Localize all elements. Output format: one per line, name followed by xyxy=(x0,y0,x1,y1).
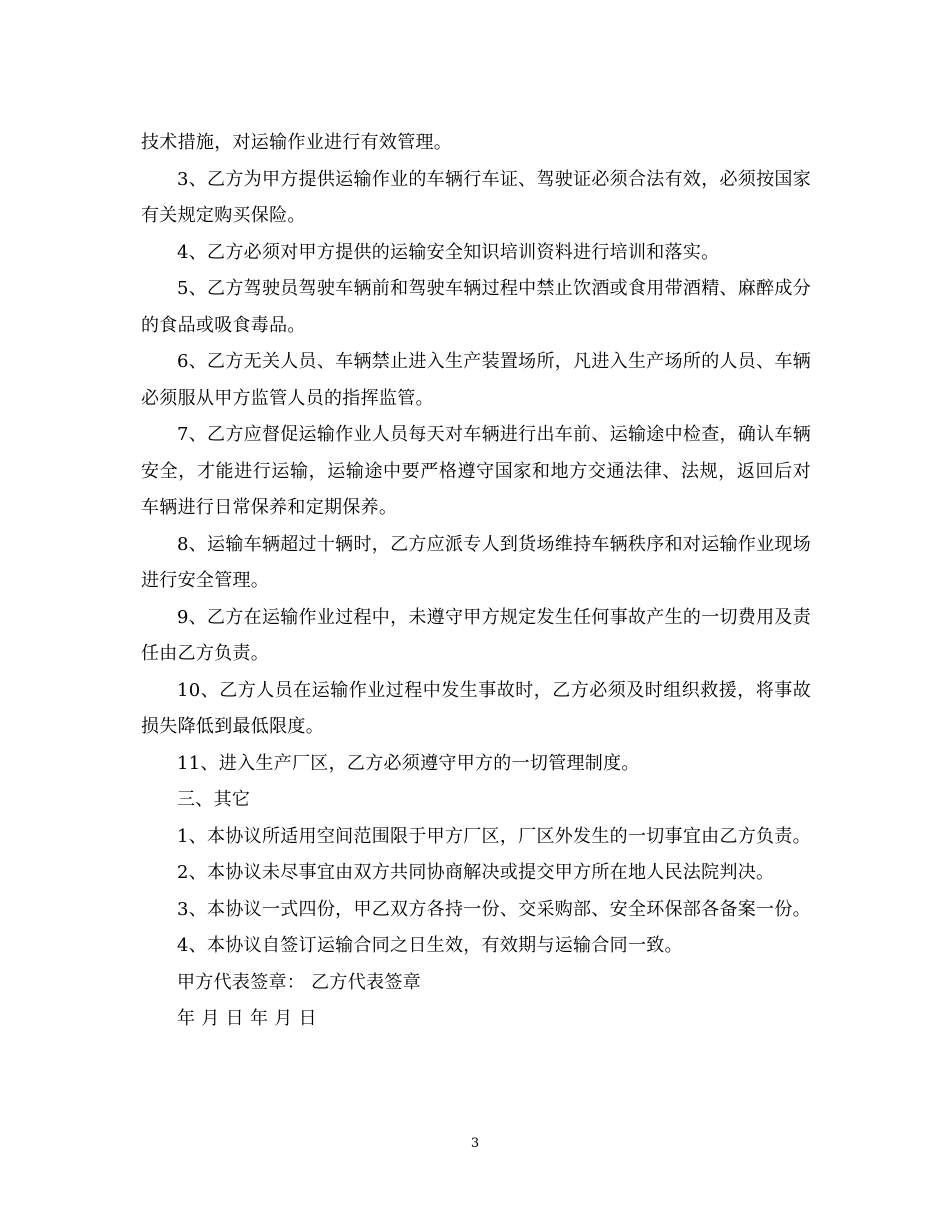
other-clause-1-scope: 1、本协议所适用空间范围限于甲方厂区，厂区外发生的一切事宜由乙方负责。 xyxy=(177,825,811,847)
clause-3-vehicle-documents: 3、乙方为甲方提供运输作业的车辆行车证、驾驶证必须合法有效，必须按国家有关规定购买保险。 xyxy=(141,168,811,226)
page-number: 3 xyxy=(470,1136,480,1151)
clause-9-liability: 9、乙方在运输作业过程中，未遵守甲方规定发生任何事故产生的一切费用及责任由乙方负责。 xyxy=(141,606,811,664)
signature-line: 甲方代表签章： 乙方代表签章 xyxy=(177,971,421,993)
paragraph-continuation: 技术措施，对运输作业进行有效管理。 xyxy=(141,132,453,153)
clause-4-safety-training: 4、乙方必须对甲方提供的运输安全知识培训资料进行培训和落实。 xyxy=(177,241,720,263)
clause-5-no-alcohol: 5、乙方驾驶员驾驶车辆前和驾驶车辆过程中禁止饮酒或食用带酒精、麻醉成分的食品或吸食毒品。 xyxy=(141,278,811,336)
clause-11-plant-rules: 11、进入生产厂区，乙方必须遵守甲方的一切管理制度。 xyxy=(177,752,640,774)
other-clause-3-copies: 3、本协议一式四份，甲乙双方各持一份、交采购部、安全环保部各备案一份。 xyxy=(177,898,811,920)
document-body xyxy=(141,125,811,1038)
other-clause-2-disputes: 2、本协议未尽事宜由双方共同协商解决或提交甲方所在地人民法院判决。 xyxy=(177,862,775,883)
clause-10-accident-rescue: 10、乙方人员在运输作业过程中发生事故时，乙方必须及时组织救援，将事故损失降低到最低限度。 xyxy=(141,679,811,737)
other-clause-4-effective-date: 4、本协议自签订运输合同之日生效，有效期与运输合同一致。 xyxy=(177,935,683,956)
date-line: 年 月 日 年 月 日 xyxy=(177,1008,317,1029)
clause-6-restricted-entry: 6、乙方无关人员、车辆禁止进入生产装置场所，凡进入生产场所的人员、车辆必须服从甲方监管人员的指挥监管。 xyxy=(141,351,811,409)
section-heading-other: 三、其它 xyxy=(177,789,251,810)
clause-8-site-management: 8、运输车辆超过十辆时，乙方应派专人到货场维持车辆秩序和对运输作业现场进行安全管理。 xyxy=(141,533,811,591)
clause-7-vehicle-inspection: 7、乙方应督促运输作业人员每天对车辆进行出车前、运输途中检查，确认车辆安全，才能进行运输，运输途中要严格遵守国家和地方交通法律、法规，返回后对车辆进行日常保养和定期保养。 xyxy=(141,424,811,518)
